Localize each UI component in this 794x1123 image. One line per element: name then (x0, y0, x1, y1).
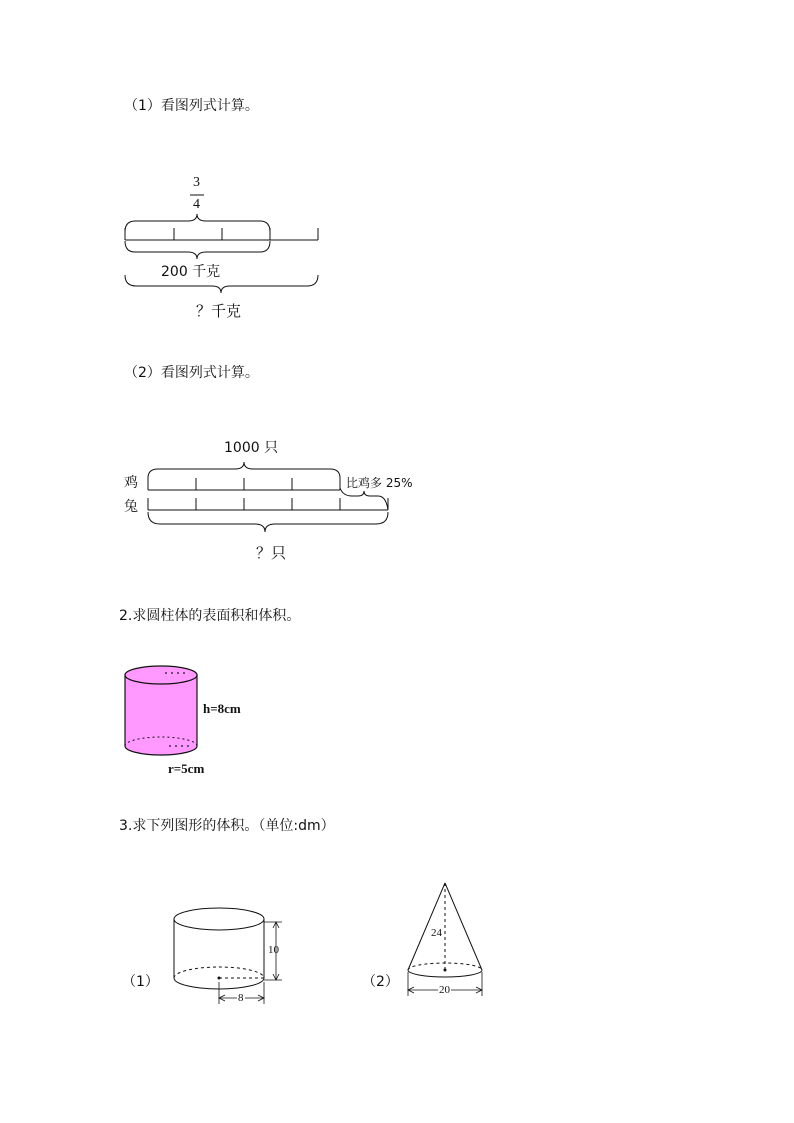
q2-heading: 2.求圆柱体的表面积和体积。 (119, 608, 301, 624)
q3-fig2-diameter-label: 20 (439, 984, 450, 996)
q3-fig1-label: （1） (122, 974, 159, 990)
q3-heading: 3.求下列图形的体积。（单位:dm） (119, 818, 335, 834)
q1a-fraction-denominator: 4 (193, 197, 200, 212)
q1b-heading: （2）看图列式计算。 (124, 365, 259, 381)
q1b-top-label: 1000 只 (224, 440, 279, 456)
q3-fig1-radius-label: 8 (238, 992, 244, 1004)
cylinder-height-label: h=8cm (203, 701, 241, 716)
q1b-extra-label: 比鸡多 25% (346, 476, 413, 490)
cylinder-radius-label: r=5cm (168, 761, 205, 776)
q1a-part-label: 200 千克 (161, 264, 221, 280)
q1a-total-label: ？千克 (196, 302, 242, 320)
q3-fig1-height-label: 10 (268, 944, 279, 956)
q3-fig2-height-label: 24 (431, 927, 442, 939)
q1b-row2-label: 兔 (124, 499, 138, 515)
q1b-total-label: ？只 (256, 544, 287, 562)
q1b-row1-label: 鸡 (124, 475, 138, 491)
q1a-heading: （1）看图列式计算。 (124, 98, 259, 114)
q3-fig2-label: （2） (362, 974, 399, 990)
q1a-fraction-numerator: 3 (193, 175, 200, 190)
